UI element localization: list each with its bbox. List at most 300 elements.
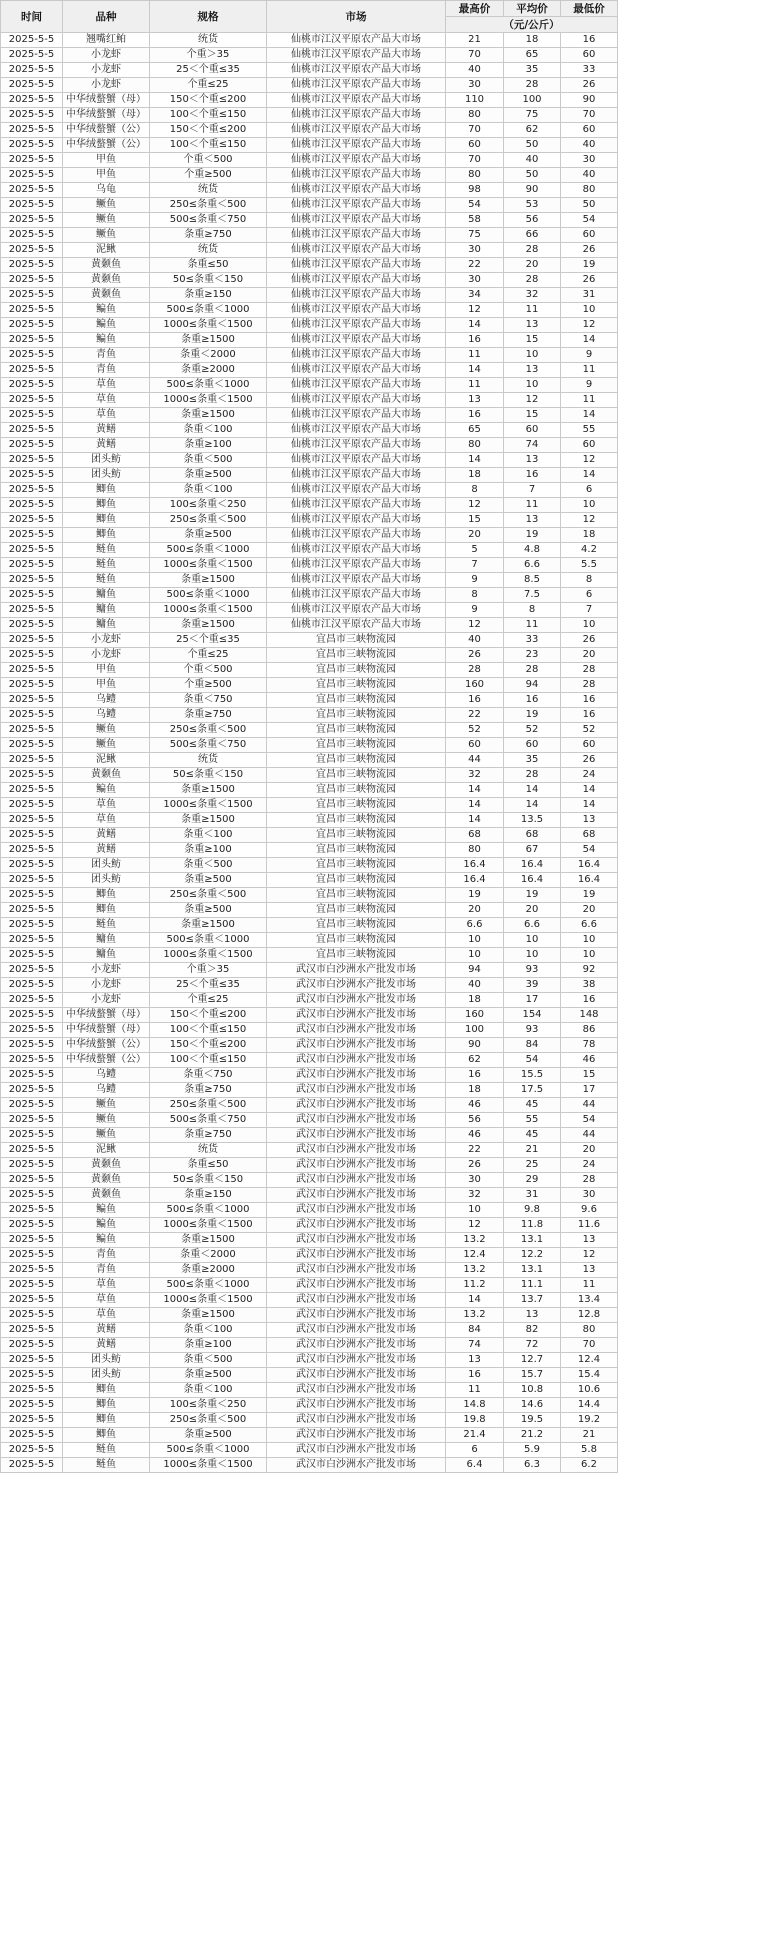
cell-market: 武汉市白沙洲水产批发市场	[267, 1353, 446, 1368]
cell-market: 武汉市白沙洲水产批发市场	[267, 1458, 446, 1473]
cell-min-price: 80	[561, 1323, 618, 1338]
cell-spec: 25＜个重≤35	[150, 633, 267, 648]
cell-max-price: 100	[446, 1023, 504, 1038]
cell-avg-price: 33	[504, 633, 561, 648]
cell-min-price: 33	[561, 63, 618, 78]
cell-variety: 鳊鱼	[63, 318, 150, 333]
cell-min-price: 31	[561, 288, 618, 303]
cell-max-price: 46	[446, 1128, 504, 1143]
table-row	[1, 153, 618, 168]
cell-avg-price: 16	[504, 468, 561, 483]
cell-max-price: 40	[446, 633, 504, 648]
cell-variety: 中华绒螯蟹（公）	[63, 123, 150, 138]
cell-date: 2025-5-5	[1, 978, 63, 993]
cell-min-price: 26	[561, 753, 618, 768]
cell-date: 2025-5-5	[1, 243, 63, 258]
cell-market: 武汉市白沙洲水产批发市场	[267, 1383, 446, 1398]
cell-min-price: 18	[561, 528, 618, 543]
cell-date: 2025-5-5	[1, 1173, 63, 1188]
cell-avg-price: 15	[504, 408, 561, 423]
cell-spec: 1000≤条重＜1500	[150, 1218, 267, 1233]
table-row	[1, 858, 618, 873]
cell-min-price: 52	[561, 723, 618, 738]
cell-date: 2025-5-5	[1, 918, 63, 933]
cell-spec: 条重＜2000	[150, 1248, 267, 1263]
cell-spec: 条重＜100	[150, 828, 267, 843]
cell-max-price: 32	[446, 768, 504, 783]
cell-max-price: 7	[446, 558, 504, 573]
cell-max-price: 160	[446, 678, 504, 693]
cell-date: 2025-5-5	[1, 663, 63, 678]
cell-date: 2025-5-5	[1, 708, 63, 723]
cell-variety: 团头鲂	[63, 453, 150, 468]
cell-date: 2025-5-5	[1, 993, 63, 1008]
cell-market: 宜昌市三峡物流园	[267, 858, 446, 873]
cell-market: 宜昌市三峡物流园	[267, 723, 446, 738]
cell-avg-price: 23	[504, 648, 561, 663]
table-row	[1, 948, 618, 963]
cell-spec: 个重≤25	[150, 648, 267, 663]
cell-max-price: 80	[446, 843, 504, 858]
cell-max-price: 60	[446, 738, 504, 753]
cell-min-price: 15	[561, 1068, 618, 1083]
cell-market: 宜昌市三峡物流园	[267, 768, 446, 783]
cell-min-price: 40	[561, 168, 618, 183]
cell-avg-price: 68	[504, 828, 561, 843]
cell-date: 2025-5-5	[1, 828, 63, 843]
cell-market: 宜昌市三峡物流园	[267, 828, 446, 843]
cell-date: 2025-5-5	[1, 933, 63, 948]
cell-date: 2025-5-5	[1, 228, 63, 243]
cell-spec: 25＜个重≤35	[150, 63, 267, 78]
cell-variety: 草鱼	[63, 1308, 150, 1323]
cell-max-price: 40	[446, 63, 504, 78]
cell-avg-price: 25	[504, 1158, 561, 1173]
table-row	[1, 483, 618, 498]
cell-max-price: 70	[446, 48, 504, 63]
cell-date: 2025-5-5	[1, 258, 63, 273]
cell-avg-price: 93	[504, 1023, 561, 1038]
cell-spec: 500≤条重＜750	[150, 1113, 267, 1128]
cell-variety: 鲫鱼	[63, 1413, 150, 1428]
cell-avg-price: 20	[504, 258, 561, 273]
cell-spec: 500≤条重＜1000	[150, 933, 267, 948]
cell-min-price: 14	[561, 783, 618, 798]
cell-min-price: 8	[561, 573, 618, 588]
cell-date: 2025-5-5	[1, 1188, 63, 1203]
cell-spec: 条重＜2000	[150, 348, 267, 363]
cell-variety: 鲫鱼	[63, 1428, 150, 1443]
cell-avg-price: 10	[504, 378, 561, 393]
cell-max-price: 65	[446, 423, 504, 438]
cell-max-price: 14	[446, 813, 504, 828]
cell-date: 2025-5-5	[1, 963, 63, 978]
header-variety: 品种	[63, 1, 150, 33]
cell-min-price: 16.4	[561, 873, 618, 888]
cell-avg-price: 35	[504, 63, 561, 78]
cell-avg-price: 4.8	[504, 543, 561, 558]
cell-market: 仙桃市江汉平原农产品大市场	[267, 348, 446, 363]
cell-market: 武汉市白沙洲水产批发市场	[267, 993, 446, 1008]
cell-spec: 条重≥750	[150, 1128, 267, 1143]
cell-min-price: 5.5	[561, 558, 618, 573]
cell-market: 宜昌市三峡物流园	[267, 813, 446, 828]
cell-spec: 100≤条重＜250	[150, 1398, 267, 1413]
table-row	[1, 78, 618, 93]
cell-variety: 鲢鱼	[63, 573, 150, 588]
cell-spec: 条重＜100	[150, 1383, 267, 1398]
cell-min-price: 13	[561, 1263, 618, 1278]
cell-date: 2025-5-5	[1, 543, 63, 558]
cell-variety: 青鱼	[63, 363, 150, 378]
cell-variety: 黄鳝	[63, 843, 150, 858]
cell-min-price: 16	[561, 993, 618, 1008]
table-row	[1, 993, 618, 1008]
cell-max-price: 18	[446, 1083, 504, 1098]
table-row	[1, 978, 618, 993]
cell-market: 武汉市白沙洲水产批发市场	[267, 1338, 446, 1353]
cell-spec: 个重＜500	[150, 663, 267, 678]
cell-market: 武汉市白沙洲水产批发市场	[267, 1278, 446, 1293]
cell-market: 仙桃市江汉平原农产品大市场	[267, 243, 446, 258]
cell-spec: 100＜个重≤150	[150, 108, 267, 123]
cell-variety: 草鱼	[63, 813, 150, 828]
cell-max-price: 13.2	[446, 1263, 504, 1278]
cell-date: 2025-5-5	[1, 1008, 63, 1023]
cell-spec: 250≤条重＜500	[150, 1413, 267, 1428]
cell-max-price: 13.2	[446, 1233, 504, 1248]
cell-spec: 条重＜100	[150, 423, 267, 438]
cell-spec: 个重＞35	[150, 48, 267, 63]
cell-variety: 鳊鱼	[63, 1218, 150, 1233]
cell-variety: 鲢鱼	[63, 1458, 150, 1473]
cell-date: 2025-5-5	[1, 753, 63, 768]
table-row	[1, 378, 618, 393]
cell-min-price: 6	[561, 588, 618, 603]
cell-variety: 小龙虾	[63, 648, 150, 663]
cell-date: 2025-5-5	[1, 1158, 63, 1173]
cell-spec: 50≤条重＜150	[150, 273, 267, 288]
cell-variety: 黄鳝	[63, 438, 150, 453]
cell-variety: 团头鲂	[63, 468, 150, 483]
cell-spec: 条重＜750	[150, 1068, 267, 1083]
cell-spec: 条重≥150	[150, 288, 267, 303]
cell-min-price: 11	[561, 1278, 618, 1293]
cell-max-price: 20	[446, 528, 504, 543]
cell-min-price: 44	[561, 1098, 618, 1113]
cell-spec: 100＜个重≤150	[150, 138, 267, 153]
table-row	[1, 633, 618, 648]
cell-market: 武汉市白沙洲水产批发市场	[267, 1233, 446, 1248]
cell-spec: 1000≤条重＜1500	[150, 1293, 267, 1308]
cell-variety: 黄颡鱼	[63, 1158, 150, 1173]
cell-avg-price: 15.7	[504, 1368, 561, 1383]
cell-avg-price: 5.9	[504, 1443, 561, 1458]
cell-avg-price: 11.8	[504, 1218, 561, 1233]
cell-spec: 150＜个重≤200	[150, 123, 267, 138]
cell-max-price: 5	[446, 543, 504, 558]
cell-max-price: 16.4	[446, 858, 504, 873]
cell-max-price: 13.2	[446, 1308, 504, 1323]
cell-market: 仙桃市江汉平原农产品大市场	[267, 228, 446, 243]
cell-date: 2025-5-5	[1, 858, 63, 873]
cell-market: 宜昌市三峡物流园	[267, 753, 446, 768]
cell-min-price: 10	[561, 933, 618, 948]
cell-avg-price: 13	[504, 318, 561, 333]
cell-min-price: 60	[561, 438, 618, 453]
cell-max-price: 16	[446, 1368, 504, 1383]
table-row	[1, 1008, 618, 1023]
cell-market: 仙桃市江汉平原农产品大市场	[267, 498, 446, 513]
cell-min-price: 60	[561, 738, 618, 753]
cell-avg-price: 50	[504, 168, 561, 183]
cell-avg-price: 28	[504, 663, 561, 678]
table-row	[1, 303, 618, 318]
table-row	[1, 558, 618, 573]
table-row	[1, 1278, 618, 1293]
table-row	[1, 258, 618, 273]
cell-avg-price: 14.6	[504, 1398, 561, 1413]
cell-spec: 统货	[150, 33, 267, 48]
cell-date: 2025-5-5	[1, 483, 63, 498]
cell-spec: 条重≥1500	[150, 1233, 267, 1248]
cell-date: 2025-5-5	[1, 1428, 63, 1443]
table-row	[1, 1413, 618, 1428]
cell-date: 2025-5-5	[1, 528, 63, 543]
cell-variety: 黄鳝	[63, 1338, 150, 1353]
cell-variety: 黄鳝	[63, 423, 150, 438]
cell-spec: 条重≤50	[150, 1158, 267, 1173]
cell-avg-price: 8.5	[504, 573, 561, 588]
cell-min-price: 10	[561, 498, 618, 513]
cell-spec: 条重≥750	[150, 1083, 267, 1098]
cell-spec: 250≤条重＜500	[150, 1098, 267, 1113]
cell-market: 武汉市白沙洲水产批发市场	[267, 978, 446, 993]
header-min-price: 最低价	[561, 1, 618, 17]
cell-market: 仙桃市江汉平原农产品大市场	[267, 468, 446, 483]
cell-avg-price: 45	[504, 1128, 561, 1143]
cell-max-price: 54	[446, 198, 504, 213]
table-row	[1, 1248, 618, 1263]
cell-max-price: 13	[446, 1353, 504, 1368]
cell-variety: 中华绒螯蟹（公）	[63, 1038, 150, 1053]
cell-max-price: 52	[446, 723, 504, 738]
cell-min-price: 20	[561, 1143, 618, 1158]
cell-avg-price: 82	[504, 1323, 561, 1338]
cell-spec: 条重≥500	[150, 1428, 267, 1443]
cell-spec: 条重＜100	[150, 483, 267, 498]
cell-avg-price: 66	[504, 228, 561, 243]
cell-avg-price: 154	[504, 1008, 561, 1023]
cell-min-price: 21	[561, 1428, 618, 1443]
table-row	[1, 1293, 618, 1308]
table-row	[1, 93, 618, 108]
cell-spec: 统货	[150, 753, 267, 768]
table-row	[1, 1113, 618, 1128]
cell-min-price: 24	[561, 1158, 618, 1173]
cell-date: 2025-5-5	[1, 1248, 63, 1263]
cell-spec: 500≤条重＜750	[150, 738, 267, 753]
cell-max-price: 8	[446, 483, 504, 498]
cell-variety: 乌鳢	[63, 693, 150, 708]
cell-variety: 鳜鱼	[63, 1098, 150, 1113]
table-row	[1, 1263, 618, 1278]
cell-variety: 鳙鱼	[63, 603, 150, 618]
table-row	[1, 813, 618, 828]
table-row	[1, 1458, 618, 1473]
cell-spec: 条重≥500	[150, 1368, 267, 1383]
table-row	[1, 1173, 618, 1188]
cell-avg-price: 12	[504, 393, 561, 408]
table-row	[1, 213, 618, 228]
cell-market: 仙桃市江汉平原农产品大市场	[267, 483, 446, 498]
cell-max-price: 9	[446, 603, 504, 618]
cell-avg-price: 100	[504, 93, 561, 108]
cell-max-price: 14	[446, 1293, 504, 1308]
cell-avg-price: 45	[504, 1098, 561, 1113]
cell-date: 2025-5-5	[1, 558, 63, 573]
cell-spec: 条重≤50	[150, 258, 267, 273]
cell-max-price: 9	[446, 573, 504, 588]
cell-market: 仙桃市江汉平原农产品大市场	[267, 288, 446, 303]
cell-spec: 150＜个重≤200	[150, 93, 267, 108]
table-body	[1, 33, 618, 1473]
cell-variety: 鳙鱼	[63, 933, 150, 948]
cell-min-price: 10	[561, 303, 618, 318]
cell-market: 武汉市白沙洲水产批发市场	[267, 1068, 446, 1083]
table-row	[1, 828, 618, 843]
cell-max-price: 80	[446, 438, 504, 453]
cell-avg-price: 21.2	[504, 1428, 561, 1443]
cell-avg-price: 13	[504, 363, 561, 378]
cell-variety: 甲鱼	[63, 678, 150, 693]
header-spec: 规格	[150, 1, 267, 33]
cell-max-price: 19	[446, 888, 504, 903]
table-row	[1, 1398, 618, 1413]
cell-date: 2025-5-5	[1, 1383, 63, 1398]
cell-market: 武汉市白沙洲水产批发市场	[267, 1158, 446, 1173]
cell-spec: 1000≤条重＜1500	[150, 798, 267, 813]
cell-spec: 1000≤条重＜1500	[150, 603, 267, 618]
cell-variety: 草鱼	[63, 798, 150, 813]
cell-min-price: 12	[561, 453, 618, 468]
cell-spec: 条重≥500	[150, 528, 267, 543]
cell-avg-price: 6.6	[504, 558, 561, 573]
cell-market: 武汉市白沙洲水产批发市场	[267, 1143, 446, 1158]
cell-market: 武汉市白沙洲水产批发市场	[267, 1428, 446, 1443]
cell-min-price: 9	[561, 348, 618, 363]
table-row	[1, 843, 618, 858]
table-row	[1, 783, 618, 798]
cell-variety: 草鱼	[63, 378, 150, 393]
cell-market: 仙桃市江汉平原农产品大市场	[267, 258, 446, 273]
cell-avg-price: 7.5	[504, 588, 561, 603]
cell-max-price: 70	[446, 123, 504, 138]
cell-avg-price: 93	[504, 963, 561, 978]
cell-min-price: 10	[561, 948, 618, 963]
cell-avg-price: 16.4	[504, 873, 561, 888]
cell-variety: 青鱼	[63, 1263, 150, 1278]
cell-variety: 鲫鱼	[63, 513, 150, 528]
cell-market: 武汉市白沙洲水产批发市场	[267, 1308, 446, 1323]
table-row	[1, 1143, 618, 1158]
cell-max-price: 13	[446, 393, 504, 408]
cell-avg-price: 16	[504, 693, 561, 708]
cell-avg-price: 28	[504, 78, 561, 93]
cell-date: 2025-5-5	[1, 393, 63, 408]
cell-market: 仙桃市江汉平原农产品大市场	[267, 213, 446, 228]
cell-avg-price: 19.5	[504, 1413, 561, 1428]
table-row	[1, 768, 618, 783]
table-row	[1, 678, 618, 693]
cell-variety: 鳊鱼	[63, 333, 150, 348]
cell-date: 2025-5-5	[1, 723, 63, 738]
cell-avg-price: 12.7	[504, 1353, 561, 1368]
cell-market: 宜昌市三峡物流园	[267, 693, 446, 708]
cell-market: 仙桃市江汉平原农产品大市场	[267, 318, 446, 333]
cell-variety: 鳜鱼	[63, 738, 150, 753]
cell-variety: 鳜鱼	[63, 1128, 150, 1143]
cell-spec: 500≤条重＜1000	[150, 543, 267, 558]
cell-max-price: 80	[446, 168, 504, 183]
cell-date: 2025-5-5	[1, 1443, 63, 1458]
cell-variety: 乌龟	[63, 183, 150, 198]
cell-spec: 条重≥2000	[150, 363, 267, 378]
cell-max-price: 10	[446, 933, 504, 948]
cell-date: 2025-5-5	[1, 123, 63, 138]
cell-avg-price: 84	[504, 1038, 561, 1053]
cell-spec: 条重≥500	[150, 873, 267, 888]
table-row	[1, 603, 618, 618]
cell-date: 2025-5-5	[1, 1203, 63, 1218]
cell-max-price: 11	[446, 378, 504, 393]
cell-market: 武汉市白沙洲水产批发市场	[267, 1248, 446, 1263]
cell-date: 2025-5-5	[1, 1068, 63, 1083]
cell-variety: 黄颡鱼	[63, 288, 150, 303]
cell-min-price: 11	[561, 393, 618, 408]
cell-max-price: 14	[446, 318, 504, 333]
cell-variety: 小龙虾	[63, 978, 150, 993]
cell-max-price: 22	[446, 258, 504, 273]
cell-max-price: 74	[446, 1338, 504, 1353]
cell-avg-price: 28	[504, 243, 561, 258]
cell-spec: 统货	[150, 183, 267, 198]
cell-avg-price: 72	[504, 1338, 561, 1353]
cell-market: 仙桃市江汉平原农产品大市场	[267, 513, 446, 528]
cell-market: 宜昌市三峡物流园	[267, 888, 446, 903]
cell-market: 武汉市白沙洲水产批发市场	[267, 1368, 446, 1383]
table-row	[1, 753, 618, 768]
header-row	[1, 1, 618, 17]
cell-min-price: 26	[561, 78, 618, 93]
cell-variety: 鳜鱼	[63, 723, 150, 738]
cell-avg-price: 62	[504, 123, 561, 138]
cell-min-price: 16	[561, 33, 618, 48]
cell-max-price: 68	[446, 828, 504, 843]
cell-avg-price: 17	[504, 993, 561, 1008]
cell-date: 2025-5-5	[1, 198, 63, 213]
cell-date: 2025-5-5	[1, 1323, 63, 1338]
cell-avg-price: 10.8	[504, 1383, 561, 1398]
cell-max-price: 56	[446, 1113, 504, 1128]
cell-max-price: 75	[446, 228, 504, 243]
cell-variety: 团头鲂	[63, 873, 150, 888]
cell-variety: 中华绒螯蟹（母）	[63, 108, 150, 123]
cell-max-price: 30	[446, 243, 504, 258]
cell-spec: 个重≥500	[150, 168, 267, 183]
table-row	[1, 873, 618, 888]
cell-variety: 小龙虾	[63, 78, 150, 93]
